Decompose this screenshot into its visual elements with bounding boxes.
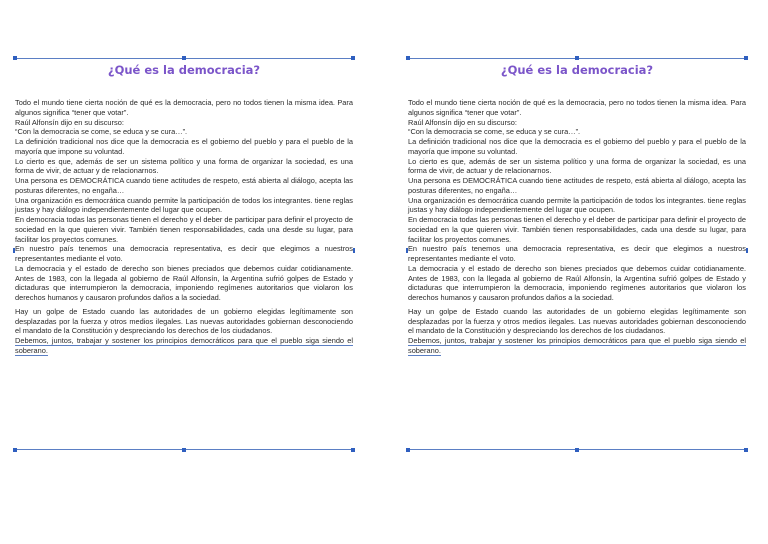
- document-body[interactable]: [408, 98, 746, 356]
- paragraph: Hay un golpe de Estado cuando las autoridades de un gobierno elegidas legítimamente son desplazadas por la fuerza y otros medios ilegales. Las nuevas autoridades gobiernan desconociendo el mandato de la Constitución y despreciando los derechos de los ciudadanos.: [15, 306, 353, 336]
- paragraph: Todo el mundo tiene cierta noción de qué es la democracia, pero no todos tienen la misma idea. Para algunos significa “tener que votar”.: [408, 98, 746, 117]
- paragraph: La definición tradicional nos dice que la democracia es el gobierno del pueblo y para el pueblo de la mayoría que impone su voluntad.: [15, 137, 353, 156]
- resize-handle-bottom-center[interactable]: [575, 448, 579, 452]
- resize-handle-top-left[interactable]: [406, 56, 410, 60]
- document-body[interactable]: [15, 98, 353, 356]
- paragraph: La definición tradicional nos dice que la democracia es el gobierno del pueblo y para el pueblo de la mayoría que impone su voluntad.: [408, 137, 746, 156]
- resize-handle-middle-right[interactable]: [746, 248, 748, 253]
- paragraph: Todo el mundo tiene cierta noción de qué es la democracia, pero no todos tienen la misma idea. Para algunos significa “tener que votar”.: [15, 98, 353, 117]
- resize-handle-top-center[interactable]: [182, 56, 186, 60]
- resize-handle-bottom-left[interactable]: [406, 448, 410, 452]
- paragraph: [15, 336, 353, 356]
- paragraph-text: Debemos, juntos, trabajar y sostener los principios democráticos para que el pueblo siga siendo el soberano.: [408, 336, 746, 355]
- paragraph: Una organización es democrática cuando permite la participación de todos los integrantes. tiene reglas justas y hay diálogo independientemente del lugar que ocupen.: [408, 195, 746, 215]
- paragraph: “Con la democracia se come, se educa y se cura…”.: [408, 127, 581, 137]
- resize-handle-bottom-center[interactable]: [182, 448, 186, 452]
- resize-handle-top-center[interactable]: [575, 56, 579, 60]
- paragraph: [408, 336, 746, 356]
- paragraph: Raúl Alfonsín dijo en su discurso:: [408, 117, 517, 127]
- resize-handle-bottom-right[interactable]: [744, 448, 748, 452]
- resize-handle-top-left[interactable]: [13, 56, 17, 60]
- paragraph: Hay un golpe de Estado cuando las autoridades de un gobierno elegidas legítimamente son desplazadas por la fuerza y otros medios ilegales. Las nuevas autoridades gobiernan desconociendo el mandato de la Constitución y despreciando los derechos de los ciudadanos.: [408, 306, 746, 336]
- paragraph: Lo cierto es que, además de ser un sistema político y una forma de organizar la sociedad, es una forma de vivir, de actuar y de relacionarnos.: [408, 156, 746, 176]
- document-title: ¿Qué es la democracia?: [107, 63, 261, 77]
- paragraph: En democracia todas las personas tienen el derecho y el deber de participar para definir el proyecto de sociedad en la que quieren vivir. También tienen responsabilidades, cada una desde su lugar, para facilitar los proyectos comunes.: [15, 215, 353, 244]
- resize-handle-top-right[interactable]: [351, 56, 355, 60]
- paragraph: Raúl Alfonsín dijo en su discurso:: [15, 117, 124, 127]
- paragraph: En nuestro país tenemos una democracia representativa, es decir que elegimos a nuestros representantes mediante el voto.: [408, 244, 746, 263]
- paragraph: Una persona es DEMOCRÁTICA cuando tiene actitudes de respeto, está abierta al diálogo, acepta las posturas diferentes, no engaña…: [15, 176, 353, 195]
- paragraph: La democracia y el estado de derecho son bienes preciados que debemos cuidar cotidianamente. Antes de 1983, con la llegada al gobierno de Raúl Alfonsín, la Argentina sufrió golpes de Estado y dictaduras que interrumpieron la democracia, imponiendo regímenes autoritarios que violaron los derechos humanos y causaron profundos daños a la sociedad.: [15, 263, 353, 302]
- paragraph: Una persona es DEMOCRÁTICA cuando tiene actitudes de respeto, está abierta al diálogo, acepta las posturas diferentes, no engaña…: [408, 176, 746, 195]
- paragraph: Una organización es democrática cuando permite la participación de todos los integrantes. tiene reglas justas y hay diálogo independientemente del lugar que ocupen.: [15, 195, 353, 215]
- paragraph: La democracia y el estado de derecho son bienes preciados que debemos cuidar cotidianamente. Antes de 1983, con la llegada al gobierno de Raúl Alfonsín, la Argentina sufrió golpes de Estado y dictaduras que interrumpieron la democracia, imponiendo regímenes autoritarios que violaron los derechos humanos y causaron profundos daños a la sociedad.: [408, 263, 746, 302]
- paragraph: En nuestro país tenemos una democracia representativa, es decir que elegimos a nuestros representantes mediante el voto.: [15, 244, 353, 263]
- paragraph-text: Debemos, juntos, trabajar y sostener los principios democráticos para que el pueblo siga siendo el soberano.: [15, 336, 353, 355]
- resize-handle-middle-right[interactable]: [353, 248, 355, 253]
- paragraph: En democracia todas las personas tienen el derecho y el deber de participar para definir el proyecto de sociedad en la que quieren vivir. También tienen responsabilidades, cada una desde su lugar, para facilitar los proyectos comunes.: [408, 215, 746, 244]
- resize-handle-bottom-left[interactable]: [13, 448, 17, 452]
- page-left: [15, 58, 353, 450]
- page-right: [408, 58, 746, 450]
- resize-handle-top-right[interactable]: [744, 56, 748, 60]
- resize-handle-bottom-right[interactable]: [351, 448, 355, 452]
- paragraph: Lo cierto es que, además de ser un sistema político y una forma de organizar la sociedad, es una forma de vivir, de actuar y de relacionarnos.: [15, 156, 353, 176]
- document-title: ¿Qué es la democracia?: [500, 63, 654, 77]
- paragraph: “Con la democracia se come, se educa y se cura…”.: [15, 127, 188, 137]
